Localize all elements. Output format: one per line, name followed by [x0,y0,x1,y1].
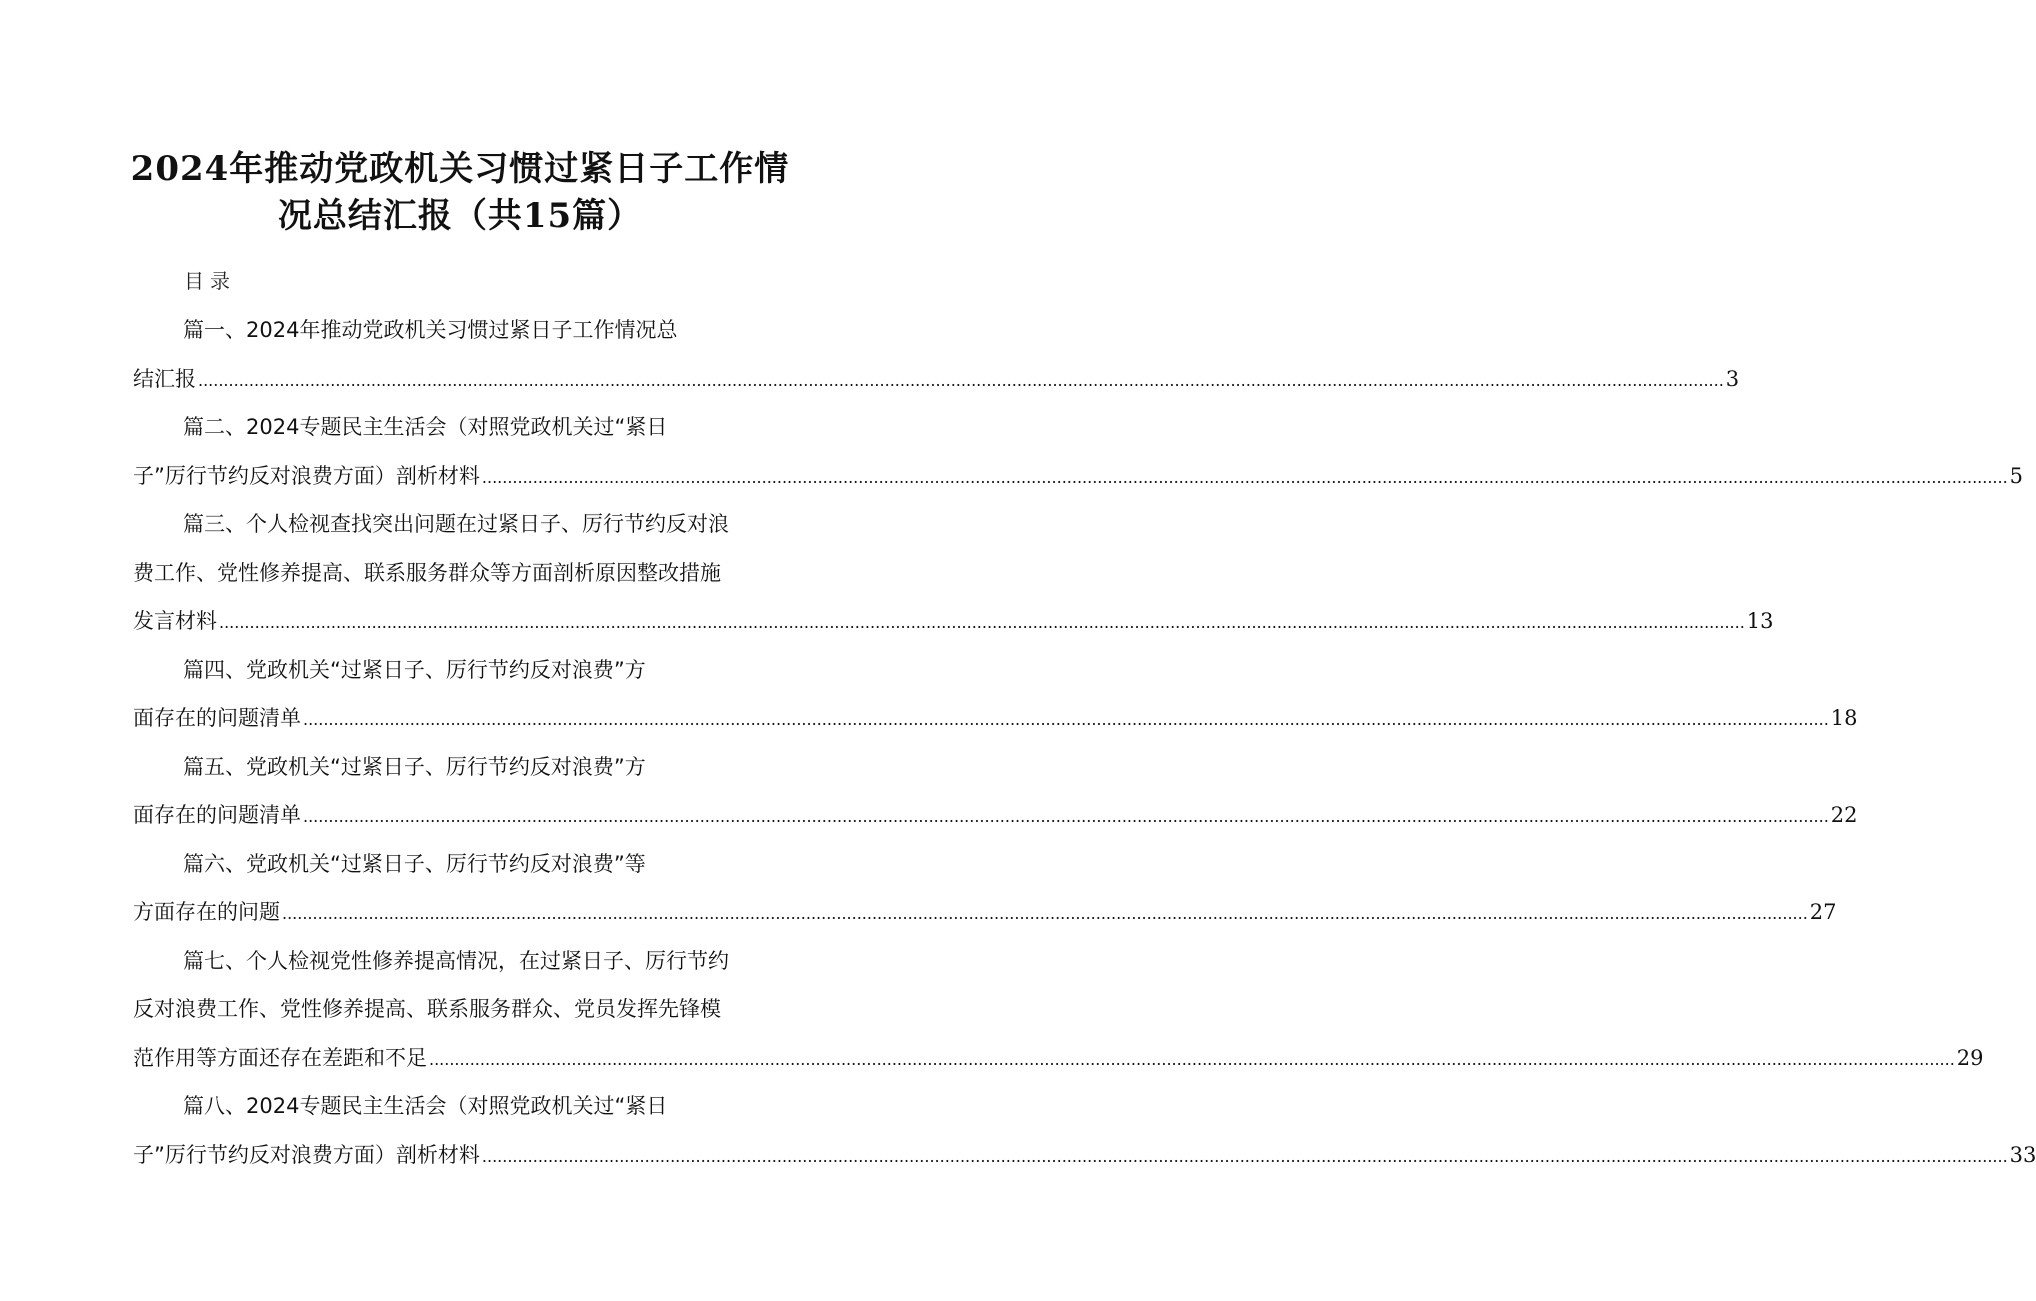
toc-heading: 目录 [184,269,236,293]
toc-page-number: 13 [1746,609,1774,633]
document-title-line-1: 2024年推动党政机关习惯过紧日子工作情 [130,149,790,189]
toc-page-number: 18 [1830,706,1858,730]
toc-page-number: 33 [2009,1142,2036,1167]
toc-entry-last-line [133,1034,1984,1082]
toc-entry-text: 范作用等方面还存在差距和不足 [133,1045,427,1070]
toc-entry-text: 面存在的问题清单 [133,706,301,730]
toc-entry-line: 篇二、2024专题民主生活会（对照党政机关过“紧日 [183,415,668,439]
toc-entry-text: 子”厉行节约反对浪费方面）剖析材料 [133,1142,480,1167]
toc-entry-last-line [133,597,1774,645]
toc-entry-text: 结汇报 [133,366,196,391]
toc-entry-text: 发言材料 [133,609,217,633]
toc-dot-leader: ............................................................................................................................................................................................................................................................................................................ [481,1146,2008,1166]
toc-dot-leader: ............................................................................................................................................................................................................................................................................................................ [219,613,1745,632]
toc-dot-leader: ............................................................................................................................................................................................................................................................................................................ [481,467,2008,487]
toc-page-number: 27 [1809,900,1837,924]
toc-dot-leader: ............................................................................................................................................................................................................................................................................................................ [303,807,1829,826]
toc-entry-last-line [133,452,2024,500]
toc-entry-line: 费工作、党性修养提高、联系服务群众等方面剖析原因整改措施 [133,560,721,585]
toc-entry-line: 反对浪费工作、党性修养提高、联系服务群众、党员发挥先锋模 [133,997,721,1021]
toc-page-number: 5 [2009,463,2024,488]
toc-entry-line: 篇五、党政机关“过紧日子、厉行节约反对浪费”方 [183,754,646,779]
toc-entry-last-line [133,355,1740,403]
toc-page-number: 3 [1725,366,1740,391]
toc-entry-line: 篇三、个人检视查找突出问题在过紧日子、厉行节约反对浪 [183,512,729,536]
toc-entry-line: 篇一、2024年推动党政机关习惯过紧日子工作情况总 [183,318,678,342]
toc-entry-line: 篇四、党政机关“过紧日子、厉行节约反对浪费”方 [183,657,646,682]
toc-entry-line: 篇七、个人检视党性修养提高情况，在过紧日子、厉行节约 [183,948,729,973]
toc-dot-leader: ............................................................................................................................................................................................................................................................................................................ [303,710,1829,729]
toc-dot-leader: ............................................................................................................................................................................................................................................................................................................ [198,370,1724,390]
toc-entry-last-line [133,791,1858,839]
toc-dot-leader: ............................................................................................................................................................................................................................................................................................................ [282,904,1808,923]
toc-page-number: 29 [1956,1045,1984,1070]
toc-dot-leader: ............................................................................................................................................................................................................................................................................................................ [429,1049,1955,1069]
toc-entry-last-line [133,888,1837,936]
toc-entry-last-line [133,1131,2036,1179]
toc-entry-line: 篇六、党政机关“过紧日子、厉行节约反对浪费”等 [183,851,646,876]
toc-entry-text: 子”厉行节约反对浪费方面）剖析材料 [133,463,480,488]
toc-page-number: 22 [1830,803,1858,827]
document-title-line-2: 况总结汇报（共15篇） [277,196,643,236]
toc-entry-text: 面存在的问题清单 [133,803,301,827]
toc-entry-text: 方面存在的问题 [133,900,280,924]
toc-entry-line: 篇八、2024专题民主生活会（对照党政机关过“紧日 [183,1094,668,1118]
toc-entry-last-line [133,694,1858,742]
